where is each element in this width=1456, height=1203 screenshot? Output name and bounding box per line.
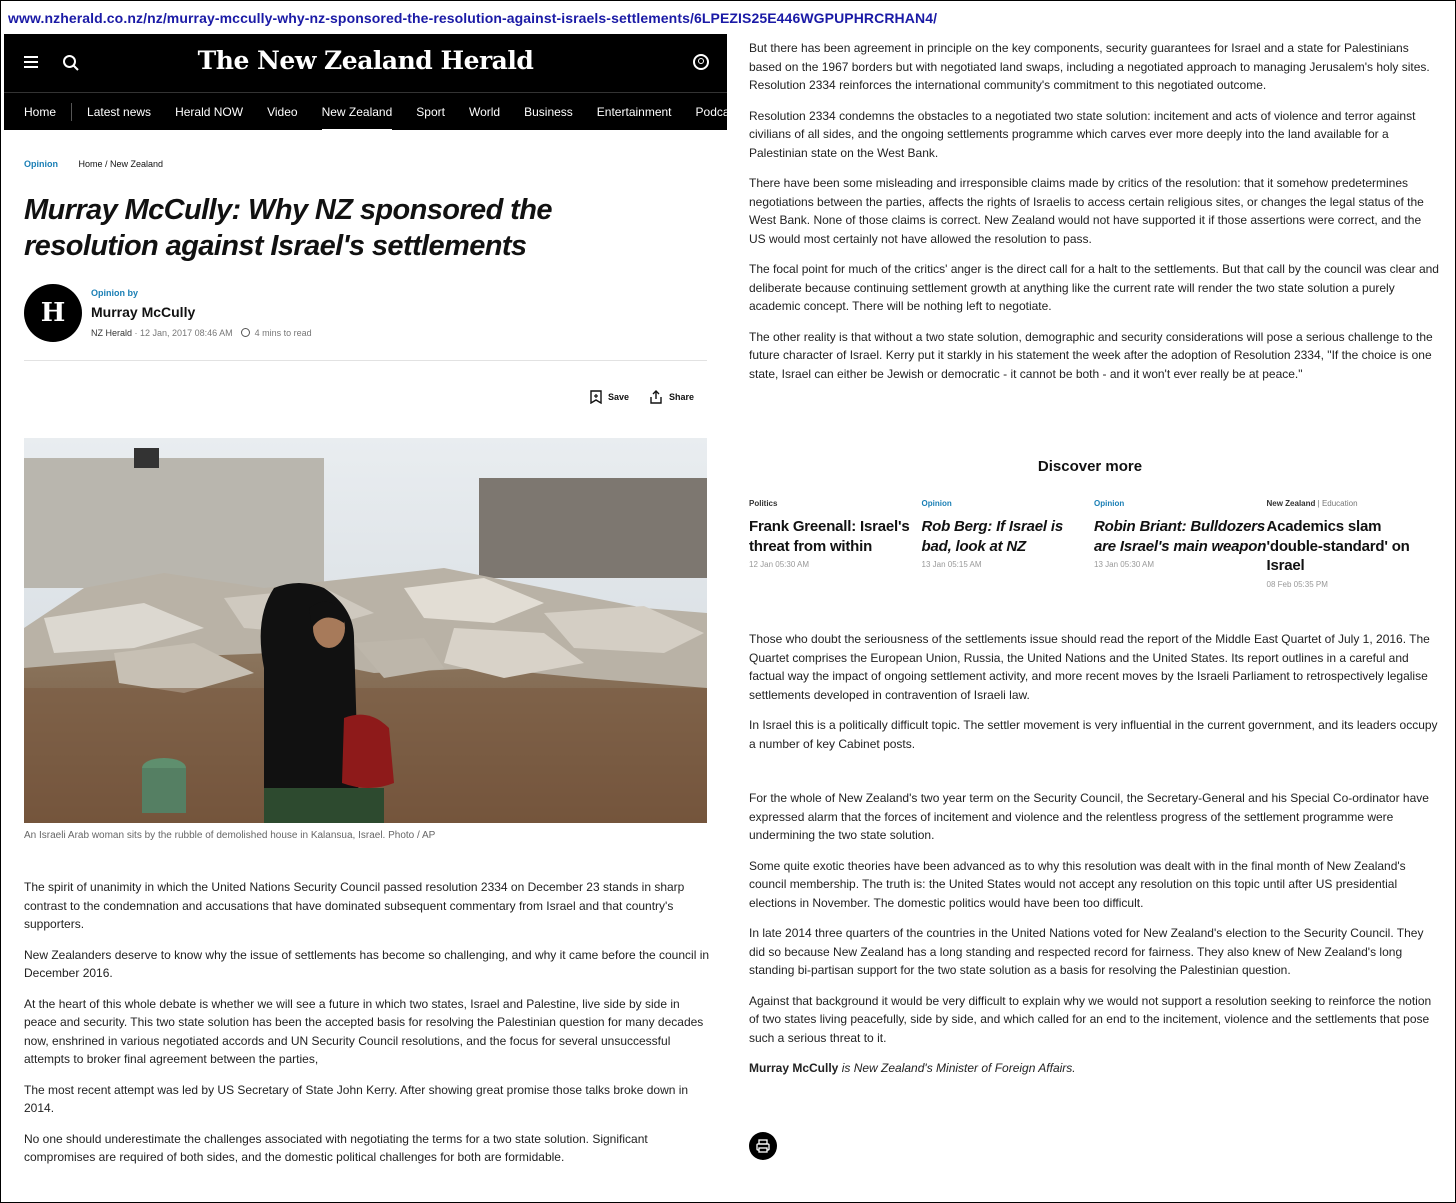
publish-date: 12 Jan, 2017 08:46 AM xyxy=(140,328,233,338)
paragraph: Those who doubt the seriousness of the settlements issue should read the report of the Middle East Quartet of July 1, 2016. The Quartet comprises the European Union, Russia, the United Nations and the United States. Its report outlines in a careful and factual way the impact of ongoing settlement activity, and more recent moves by the Israeli Parliament to retrospectively legalise settlements developed in contravention of Israeli law. xyxy=(749,632,1430,702)
section-label[interactable]: Opinion xyxy=(24,159,58,169)
divider xyxy=(24,360,707,361)
card-headline[interactable]: Robin Briant: Bulldozers are Israel's main weapon xyxy=(1094,518,1267,555)
masthead-logo[interactable]: The New Zealand Herald xyxy=(197,46,534,75)
paragraph: At the heart of this whole debate is whether we will see a future in which two states, Israel and Palestine, live side by side in peace and security. This two state solution has been the accepted basis for resolving the Palestinian question for many decades now, enshrined in various negotiated accords and UN Security Council resolutions, and the focus for several unsuccessful attempts to broker final agreement between the parties, xyxy=(24,996,704,1066)
discover-cards xyxy=(749,499,1439,589)
card-category: Opinion xyxy=(921,499,952,508)
article-body-right-top xyxy=(749,39,1439,395)
paragraph: The focal point for much of the critics' anger is the direct call for a halt to the settlements. But that call by the council was clear and deliberate because continuing settlement growth at anything like the current rate will render the two state solution a purely academic concept. There will be nothing left to negotiate. xyxy=(749,262,1439,313)
nav-home[interactable]: Home xyxy=(4,103,72,121)
share-icon xyxy=(649,390,663,404)
nav-video[interactable]: Video xyxy=(267,105,298,119)
article-actions xyxy=(590,390,694,404)
card-time: 13 Jan 05:15 AM xyxy=(921,560,982,569)
article-photo xyxy=(24,438,707,823)
paragraph: But there has been agreement in principle on the key components, security guarantees for Israel and a state for Palestinians based on the 1967 borders but with negotiated land swaps, including a negotiated approach to managing Jerusalem's holy sites. Resolution 2334 reinforces the international community's commitment to this negotiated outcome. xyxy=(749,41,1430,92)
article-meta: NZ Herald · 12 Jan, 2017 08:46 AM 4 mins to read xyxy=(91,328,312,338)
paragraph: No one should underestimate the challenges associated with negotiating the terms for a two state solution. Significant compromises are required of both sides, and the domestic political challenges for both are formidable. xyxy=(24,1131,648,1164)
page-title: Murray McCully: Why NZ sponsored the resolution against Israel's settlements xyxy=(24,194,552,262)
author-signature xyxy=(749,1059,1439,1078)
card-headline[interactable]: Academics slam 'double-standard' on Israel xyxy=(1266,518,1410,574)
card-category-divider: | xyxy=(1315,499,1322,508)
discover-card[interactable] xyxy=(1094,499,1267,589)
print-button[interactable] xyxy=(749,1132,777,1160)
breadcrumb-path[interactable]: Home / New Zealand xyxy=(78,159,164,169)
card-subcategory: Education xyxy=(1321,499,1358,508)
save-label: Save xyxy=(608,392,630,402)
card-category: Politics xyxy=(749,499,778,508)
paragraph: For the whole of New Zealand's two year term on the Security Council, the Secretary-General and his Special Co-ordinator have expressed alarm that the forces of incitement and violence and the relentless progress of the settlement programme were undermining the two state solution. xyxy=(749,791,1429,842)
discover-card[interactable] xyxy=(749,499,922,589)
paragraph: The other reality is that without a two state solution, demographic and security considerations will pose a serious challenge to the future character of Israel. Kerry put it starkly in his statement the week after the adoption of Resolution 2334, "If the choice is one state, Israel can either be Jewish or democratic - it cannot be both - and it won't ever really be at peace." xyxy=(749,329,1433,381)
card-time: 08 Feb 05:35 PM xyxy=(1266,579,1328,589)
breadcrumb xyxy=(24,159,163,169)
paragraph: Against that background it would be very difficult to explain why we would not support a resolution seeking to reinforce the notion of two states living peacefully, side by side, and which called for an end to the incitement, violence and the settlements that pose such a serious threat to it. xyxy=(749,993,1432,1045)
paragraph: In late 2014 three quarters of the countries in the United Nations voted for New Zealand's election to the Security Council. They did so because New Zealand has a long standing and respected record for fairness. They also knew of New Zealand's long standing bi-partisan support for the two state solution as a basis for resolving the Palestinian question. xyxy=(749,926,1424,977)
card-headline[interactable]: Rob Berg: If Israel is bad, look at NZ xyxy=(921,518,1063,555)
nav-latest-news[interactable]: Latest news xyxy=(87,105,152,119)
discover-card[interactable] xyxy=(1267,499,1440,589)
nav-podcasts[interactable]: Podcasts xyxy=(695,105,745,119)
main-nav xyxy=(4,92,745,131)
paragraph: There have been some misleading and irresponsible claims made by critics of the resolution: that it somehow predetermines negotiations between the parties, affects the rights of Israelis to access certain religious sites, or changes the legal status of the West Bank. None of those claims is correct. New Zealand would not have supported it if those assertions were correct, and the US would most certainly not have allowed the resolution to pass. xyxy=(749,176,1424,246)
card-time: 13 Jan 05:30 AM xyxy=(1094,560,1155,569)
photo-caption: An Israeli Arab woman sits by the rubble of demolished house in Kalansua, Israel. Photo / AP xyxy=(24,830,436,841)
discover-more-title: Discover more xyxy=(1037,458,1143,475)
signature-name: Murray McCully xyxy=(749,1061,839,1075)
nav-sport[interactable]: Sport xyxy=(416,105,445,119)
card-category: Opinion xyxy=(1094,499,1125,508)
share-button[interactable] xyxy=(649,390,694,404)
nav-entertainment[interactable]: Entertainment xyxy=(596,105,672,119)
site-header xyxy=(4,34,745,130)
read-time: 4 mins to read xyxy=(254,328,312,338)
source-label: NZ Herald xyxy=(91,328,133,338)
bookmark-icon xyxy=(590,390,602,404)
nav-world[interactable]: World xyxy=(468,105,501,119)
account-icon[interactable] xyxy=(693,54,709,70)
article-body-right-bottom xyxy=(749,789,1439,1090)
avatar: H xyxy=(24,284,82,342)
discover-card[interactable] xyxy=(922,499,1095,589)
print-icon xyxy=(749,1132,777,1160)
paragraph: Resolution 2334 condemns the obstacles to a negotiated two state solution: incitement and acts of violence and terror against civilians of all sides, and the ongoing settlements programme which carves ever more deeply into the land available for a Palestinian state on the West Bank. xyxy=(749,108,1416,160)
page-url[interactable]: www.nzherald.co.nz/nz/murray-mccully-why-nz-sponsored-the-resolution-against-israels-settlements/6LPEZIS25E446WGPUPHRCRHAN4/ xyxy=(8,10,938,26)
card-headline[interactable]: Frank Greenall: Israel's threat from within xyxy=(749,518,910,555)
card-category xyxy=(1267,499,1440,511)
nav-new-zealand[interactable]: New Zealand xyxy=(310,93,405,131)
nav-business[interactable]: Business xyxy=(524,105,573,119)
article-body-left xyxy=(24,878,714,1179)
paragraph: New Zealanders deserve to know why the issue of settlements has become so challenging, and why it came before the council in December 2016. xyxy=(24,947,710,980)
card-category-main: New Zealand xyxy=(1266,499,1316,508)
share-label: Share xyxy=(669,392,695,402)
article-body-right-mid xyxy=(749,630,1439,765)
card-time: 12 Jan 05:30 AM xyxy=(749,560,810,569)
opinion-by-label: Opinion by xyxy=(91,288,138,298)
paragraph: The spirit of unanimity in which the United Nations Security Council passed resolution 2334 on December 23 stands in sharp contrast to the condemnation and accusations that have dominated subsequent commentary from Israel and that country's supporters. xyxy=(24,880,685,931)
save-button[interactable] xyxy=(590,390,629,404)
nav-herald-now[interactable]: Herald NOW xyxy=(175,105,244,119)
paragraph: In Israel this is a politically difficult topic. The settler movement is very influential in the current government, and its leaders occupy a number of key Cabinet posts. xyxy=(749,718,1438,751)
signature-role: is New Zealand's Minister of Foreign Affairs. xyxy=(841,1061,1076,1075)
author-name[interactable]: Murray McCully xyxy=(91,304,196,320)
clock-icon xyxy=(241,328,250,337)
paragraph: Some quite exotic theories have been advanced as to why this resolution was dealt with in the final month of New Zealand's council membership. The truth is: the United States would not accept any resolution on this topic until after US presidential elections in November. The domestic politics would have been too difficult. xyxy=(749,858,1406,910)
paragraph: The most recent attempt was led by US Secretary of State John Kerry. After showing great promise those talks broke down in 2014. xyxy=(24,1082,689,1115)
